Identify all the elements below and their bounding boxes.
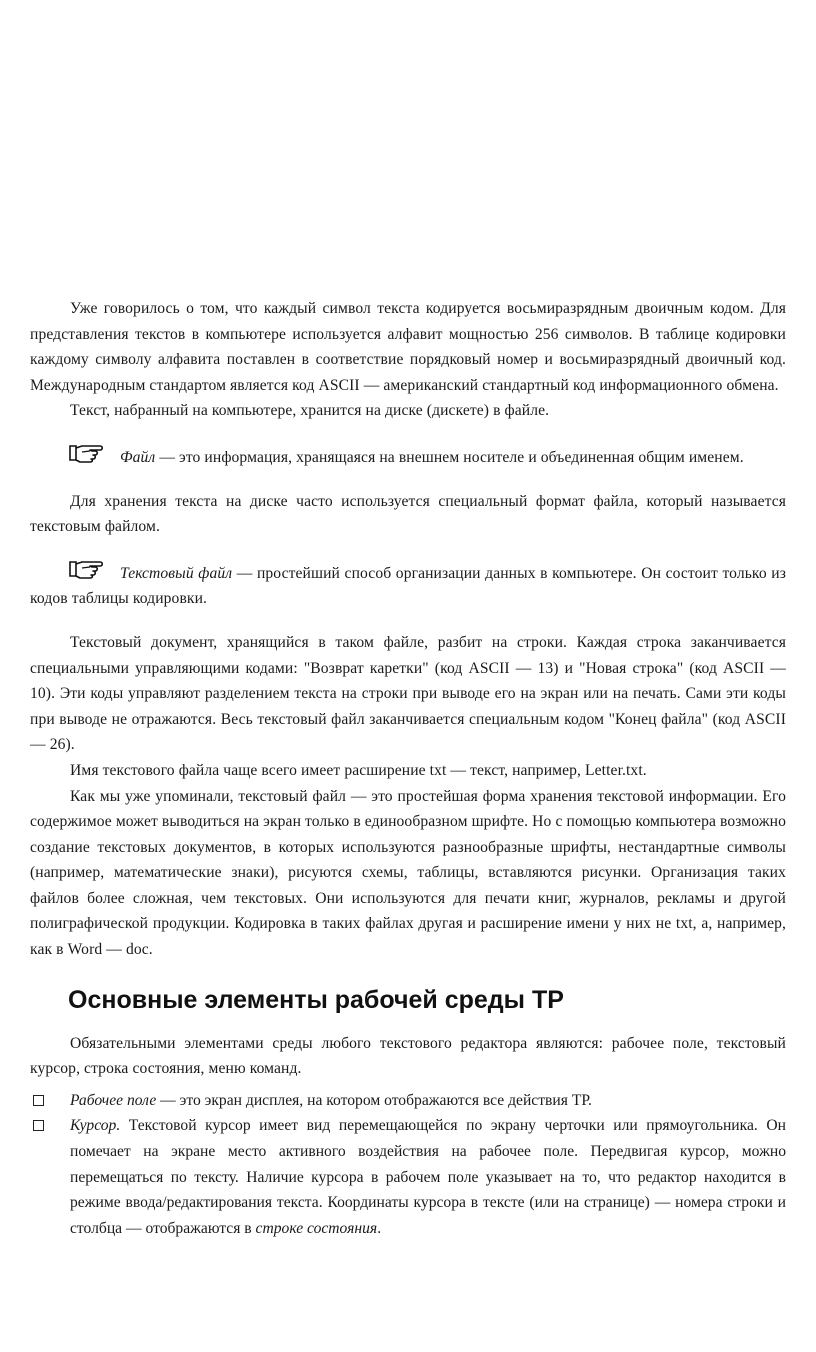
square-bullet-icon — [33, 1120, 44, 1131]
section-intro: Обязательными элементами среды любого текстового редактора являются: рабочее поле, текстовый курсор, строка состояния, меню команд. — [30, 1034, 786, 1078]
list-text-tail: . — [377, 1219, 382, 1237]
list-item — [30, 1113, 786, 1241]
list-item — [30, 1088, 786, 1114]
pointing-hand-icon — [68, 558, 110, 580]
list-text: — это экран дисплея, на котором отображаются все действия ТР. — [156, 1091, 592, 1109]
list-term-status-line: строке состояния — [255, 1219, 378, 1237]
paragraph-formats: Как мы уже упоминали, текстовый файл — это простейшая форма хранения текстовой информации. Его содержимое может выводиться на экран только в единообразном шрифте. Но с помощью компьютера возможно создание текстовых документов, в которых используются разнообразные шрифты, нестандартные символы (например, математические знаки), рисуются схемы, таблицы, вставляются рисунки. Организация таких файлов более сложная, чем текстовых. Они используются для печати книг, журналов, рекламы и другой полиграфической продукции. Кодировка в таких файлах другая и расширение имени у них не txt, а, например, как в Word — doc. — [30, 787, 786, 959]
definition-text: — это информация, хранящаяся на внешнем носителе и объединенная общим именем. — [155, 448, 744, 466]
paragraph-ascii: Уже говорилось о том, что каждый символ текста кодируется восьмиразрядным двоичным кодом. Для представления текстов в компьютере используется алфавит мощностью 256 символов. В таблице кодировки каждому символу алфавита поставлен в соответствие порядковый номер и восьмиразрядный двоичный код. Международным стандартом является код ASCII — американский стандартный код информационного обмена. — [30, 300, 786, 394]
list-text: Текстовой курсор имеет вид перемещающейся по экрану черточки или прямоугольника. Он помечает на экране место активного воздействия на рабочее поле. Передвигая курсор, можно перемещаться по тексту. Наличие курсора в рабочем поле указывает на то, что редактор находится в режиме ввода/редактирования текста. Координаты курсора в тексте (или на странице) — номера строки и столбца — отображаются в — [70, 1117, 786, 1237]
paragraph-text-format: Для хранения текста на диске часто используется специальный формат файла, который называется текстовым файлом. — [30, 492, 786, 536]
definition-term: Файл — [120, 448, 156, 466]
paragraph-extension: Имя текстового файла чаще всего имеет расширение txt — текст, например, Letter.txt. — [70, 761, 647, 779]
list-term: Рабочее поле — [70, 1091, 157, 1109]
list-term: Курсор. — [70, 1117, 121, 1135]
definition-file — [30, 442, 786, 471]
paragraph-file-storage: Текст, набранный на компьютере, хранится на диске (дискете) в файле. — [70, 402, 550, 420]
section-heading: Основные элементы рабочей среды ТР — [68, 985, 564, 1014]
definition-text-file — [30, 558, 786, 612]
square-bullet-icon — [33, 1095, 44, 1106]
pointing-hand-icon — [68, 442, 110, 464]
page-content — [30, 296, 786, 1241]
definition-text: — простейший способ организации данных в компьютере. Он состоит только из кодов таблицы кодировки. — [30, 564, 786, 608]
paragraph-lines: Текстовый документ, хранящийся в таком файле, разбит на строки. Каждая строка заканчивается специальными управляющими кодами: "Возврат каретки" (код ASCII — 13) и "Новая строка" (код ASCII — 10). Эти коды управляют разделением текста на строки при выводе его на экран или на печать. Сами эти коды при выводе не отражаются. Весь текстовый файл заканчивается специальным кодом "Конец файла" (код ASCII — 26). — [30, 633, 786, 754]
definition-term: Текстовый файл — [120, 564, 233, 582]
elements-list — [30, 1088, 786, 1242]
